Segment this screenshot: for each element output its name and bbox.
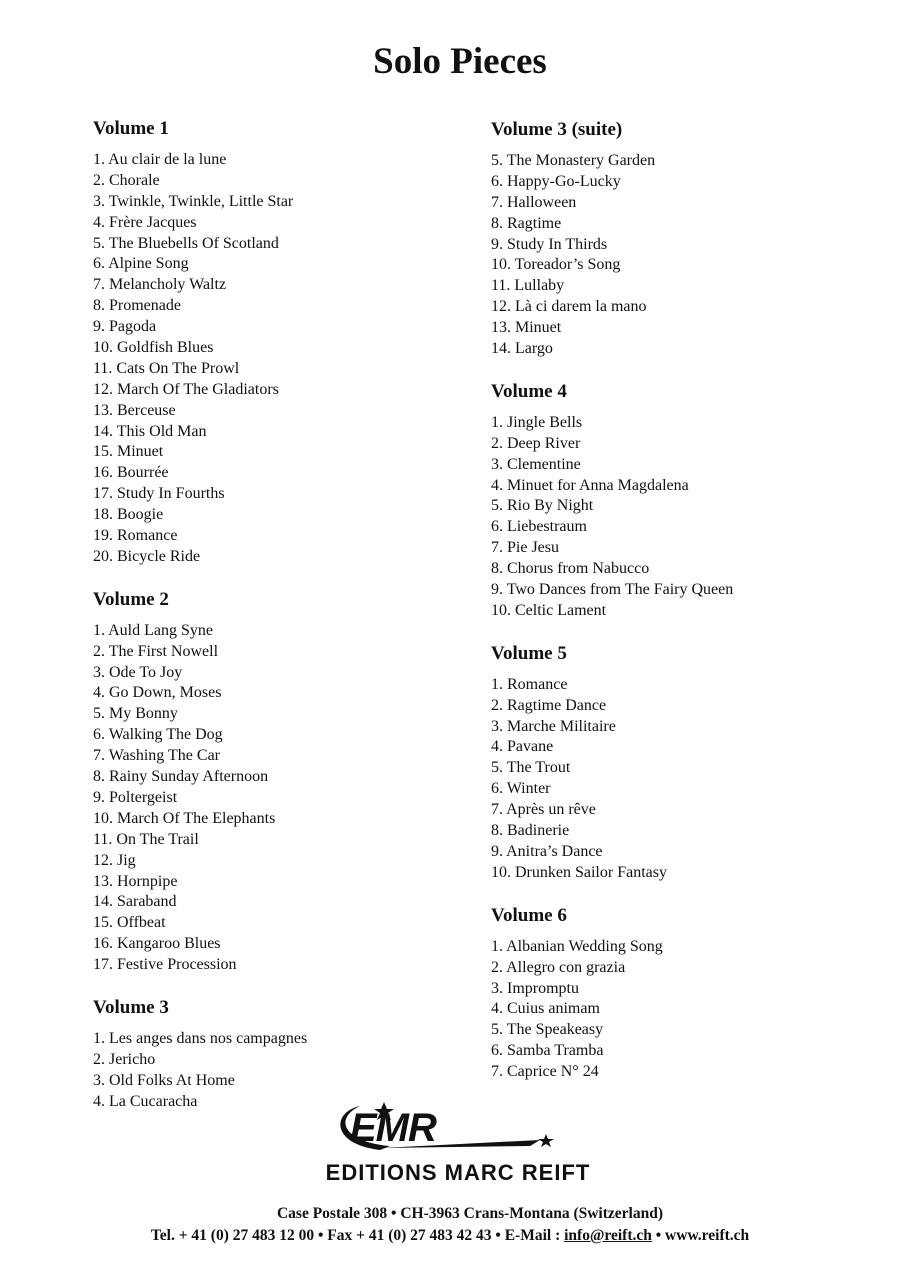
- piece-item: 14. Saraband: [93, 893, 177, 911]
- piece-item: 14. This Old Man: [93, 422, 207, 440]
- piece-item: 4. Frère Jacques: [93, 213, 197, 231]
- volume-title: Volume 3 (suite): [491, 119, 623, 140]
- piece-item: 5. The Bluebells Of Scotland: [93, 234, 279, 252]
- piece-list: [491, 937, 891, 1083]
- piece-item: 1. Auld Lang Syne: [93, 621, 213, 639]
- piece-item: 4. Minuet for Anna Magdalena: [491, 476, 689, 494]
- piece-item: 19. Romance: [93, 527, 178, 545]
- piece-item: 8. Promenade: [93, 297, 181, 315]
- piece-item: 4. La Cucaracha: [93, 1092, 198, 1110]
- publisher-name: EDITIONS MARC REIFT: [325, 1160, 591, 1185]
- piece-item: 4. Pavane: [491, 738, 554, 756]
- piece-item: 11. Lullaby: [491, 277, 565, 295]
- piece-item: 11. Cats On The Prowl: [93, 359, 240, 377]
- volume-section: [93, 996, 493, 1113]
- piece-item: 9. Two Dances from The Fairy Queen: [491, 581, 734, 599]
- volume-section: [93, 117, 493, 568]
- piece-item: 9. Anitra’s Dance: [491, 842, 603, 860]
- piece-item: 6. Walking The Dog: [93, 726, 223, 744]
- piece-item: 1. Jingle Bells: [491, 413, 583, 431]
- piece-item: 15. Minuet: [93, 443, 164, 461]
- piece-item: 16. Kangaroo Blues: [93, 935, 221, 953]
- piece-item: 2. Deep River: [491, 434, 581, 452]
- piece-list: [93, 150, 493, 568]
- piece-list: [491, 675, 891, 884]
- piece-item: 5. The Trout: [491, 759, 571, 777]
- piece-item: 3. Marche Militaire: [491, 717, 616, 735]
- email-link[interactable]: info@reift.ch: [564, 1227, 652, 1244]
- piece-item: 5. My Bonny: [93, 705, 178, 723]
- piece-item: 11. On The Trail: [93, 830, 199, 848]
- piece-item: 1. Les anges dans nos campagnes: [93, 1029, 308, 1047]
- piece-item: 10. Goldfish Blues: [93, 339, 214, 357]
- piece-item: 9. Poltergeist: [93, 788, 178, 806]
- footer-contact: [0, 1226, 900, 1246]
- right-column: [491, 118, 891, 1103]
- piece-item: 8. Ragtime: [491, 214, 562, 232]
- volume-title: Volume 6: [491, 904, 567, 926]
- left-column: [93, 117, 493, 1133]
- volume-title: Volume 1: [93, 118, 169, 139]
- piece-item: 20. Bicycle Ride: [93, 547, 201, 565]
- piece-item: 6. Liebestraum: [491, 518, 587, 536]
- piece-item: 18. Boogie: [93, 506, 164, 524]
- piece-item: 14. Largo: [491, 340, 553, 358]
- piece-item: 10. Toreador’s Song: [491, 256, 621, 274]
- piece-item: 4. Go Down, Moses: [93, 684, 222, 702]
- piece-item: 12. Là ci darem la mano: [491, 298, 647, 316]
- piece-item: 3. Clementine: [491, 455, 581, 473]
- piece-item: 8. Chorus from Nabucco: [491, 560, 650, 578]
- piece-list: [491, 151, 891, 360]
- piece-item: 3. Twinkle, Twinkle, Little Star: [93, 192, 294, 210]
- piece-item: 8. Badinerie: [491, 822, 570, 840]
- piece-item: 7. Melancholy Waltz: [93, 276, 227, 294]
- piece-item: 12. Jig: [93, 851, 136, 869]
- piece-item: 12. March Of The Gladiators: [93, 380, 279, 398]
- piece-item: 8. Rainy Sunday Afternoon: [93, 768, 269, 786]
- piece-item: 6. Winter: [491, 780, 551, 798]
- piece-item: 1. Romance: [491, 675, 568, 693]
- piece-item: 17. Festive Procession: [93, 956, 237, 974]
- piece-item: 7. Halloween: [491, 193, 577, 211]
- volume-title: Volume 5: [491, 642, 567, 664]
- volume-section: [491, 904, 891, 1083]
- piece-item: 15. Offbeat: [93, 914, 166, 932]
- footer-phone-fax: Tel. + 41 (0) 27 483 12 00 • Fax + 41 (0) 27 483 42 43 • E-Mail :: [150, 1227, 565, 1244]
- piece-item: 13. Minuet: [491, 319, 562, 337]
- piece-item: 7. Washing The Car: [93, 747, 220, 765]
- piece-item: 6. Alpine Song: [93, 255, 189, 273]
- piece-item: 10. Drunken Sailor Fantasy: [491, 863, 667, 881]
- piece-item: 17. Study In Fourths: [93, 485, 225, 503]
- piece-item: 7. Après un rêve: [491, 801, 596, 819]
- volume-section: [491, 642, 891, 884]
- piece-item: 5. The Speakeasy: [491, 1021, 604, 1039]
- piece-list: [93, 621, 493, 976]
- volume-section: [491, 380, 891, 622]
- volume-section: [491, 118, 891, 360]
- volume-section: [93, 588, 493, 976]
- piece-item: 4. Cuius animam: [491, 1000, 600, 1018]
- piece-item: 1. Albanian Wedding Song: [491, 937, 663, 955]
- piece-item: 3. Old Folks At Home: [93, 1071, 235, 1089]
- volume-title: Volume 2: [93, 588, 169, 610]
- footer-website: • www.reift.ch: [651, 1227, 750, 1244]
- piece-item: 1. Au clair de la lune: [93, 151, 227, 168]
- piece-item: 2. Jericho: [93, 1050, 156, 1068]
- piece-item: 3. Impromptu: [491, 979, 579, 997]
- piece-item: 2. Ragtime Dance: [491, 696, 607, 714]
- piece-item: 5. Rio By Night: [491, 497, 594, 515]
- piece-item: 2. The First Nowell: [93, 642, 219, 660]
- piece-item: 2. Chorale: [93, 171, 160, 189]
- piece-item: 6. Happy-Go-Lucky: [491, 172, 621, 190]
- logo-word: EMR: [350, 1106, 436, 1150]
- piece-item: 9. Study In Thirds: [491, 235, 608, 253]
- footer-address: Case Postale 308 • CH-3963 Crans-Montana (Switzerland): [276, 1205, 663, 1222]
- piece-item: 10. March Of The Elephants: [93, 809, 276, 827]
- volume-title: Volume 3: [93, 996, 169, 1018]
- piece-item: 6. Samba Tramba: [491, 1042, 604, 1060]
- piece-item: 7. Caprice N° 24: [491, 1063, 599, 1081]
- piece-item: 2. Allegro con grazia: [491, 958, 626, 976]
- piece-item: 13. Hornpipe: [93, 872, 178, 890]
- piece-item: 13. Berceuse: [93, 401, 176, 419]
- page-title: Solo Pieces: [373, 41, 547, 82]
- piece-item: 10. Celtic Lament: [491, 601, 607, 619]
- piece-item: 7. Pie Jesu: [491, 539, 559, 557]
- piece-item: 16. Bourrée: [93, 464, 169, 482]
- emr-logo: [288, 1098, 628, 1190]
- volume-title: Volume 4: [491, 380, 567, 402]
- piece-item: 3. Ode To Joy: [93, 663, 183, 681]
- piece-list: [491, 413, 891, 622]
- piece-item: 9. Pagoda: [93, 318, 157, 336]
- piece-item: 5. The Monastery Garden: [491, 152, 656, 169]
